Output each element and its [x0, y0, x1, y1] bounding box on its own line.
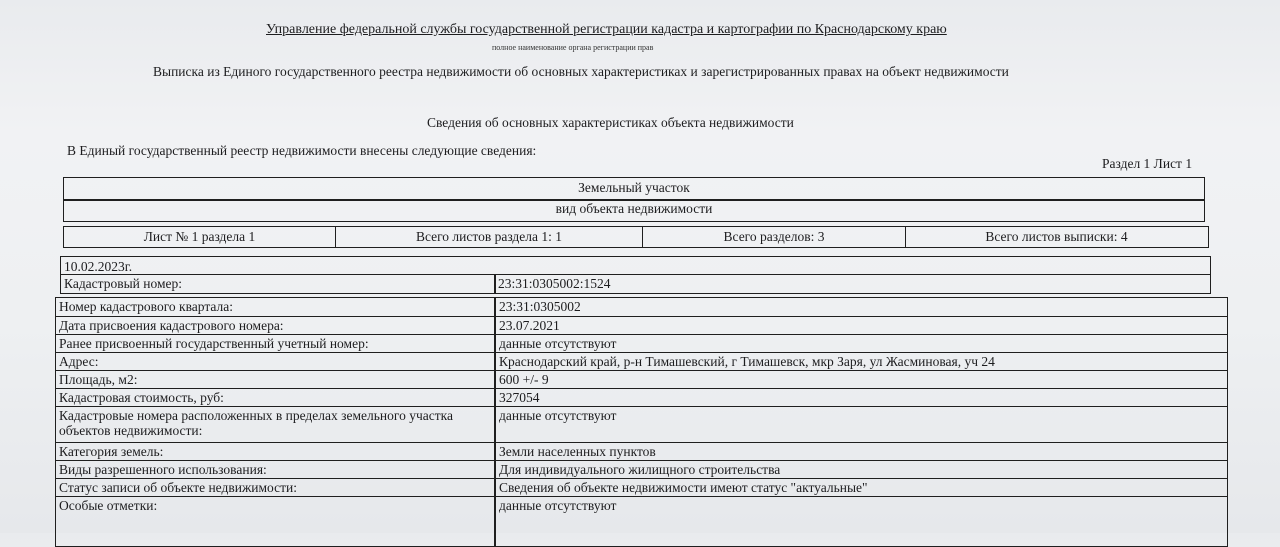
cadastral-number-value: 23:31:0305002:1524 — [498, 276, 611, 291]
table-row — [56, 460, 1227, 478]
row-value: 600 +/- 9 — [499, 372, 549, 387]
table-row — [56, 388, 1227, 406]
table-row — [56, 406, 1227, 442]
total-sheets-section: Всего листов раздела 1: 1 — [336, 227, 643, 247]
extract-date: 10.02.2023г. — [64, 259, 133, 274]
row-value: Земли населенных пунктов — [499, 444, 656, 459]
row-label: Ранее присвоенный государственный учетный номер: — [59, 336, 369, 351]
row-value: Для индивидуального жилищного строительства — [499, 462, 781, 477]
date-cadastral-block — [60, 256, 1211, 294]
table-row — [56, 298, 1227, 316]
row-value: Краснодарский край, р-н Тимашевский, г Тимашевск, мкр Заря, ул Жасминовая, уч 24 — [499, 354, 995, 369]
total-sheets-extract: Всего листов выписки: 4 — [985, 229, 1128, 244]
object-type: Земельный участок — [578, 180, 690, 195]
row-label: Кадастровые номера расположенных в пределах земельного участка объектов недвижимости: — [59, 408, 453, 438]
organization-name: Управление федеральной службы государственной регистрации кадастра и картографии по Краснодарскому краю — [266, 22, 947, 37]
characteristics-table — [55, 297, 1228, 547]
row-value: 23:31:0305002 — [499, 299, 581, 314]
row-value: данные отсутствуют — [499, 498, 617, 513]
row-value: данные отсутствуют — [499, 336, 617, 351]
table-row — [56, 370, 1227, 388]
row-label: Дата присвоения кадастрового номера: — [59, 318, 284, 333]
table-row — [56, 442, 1227, 460]
object-type-box — [63, 177, 1205, 222]
row-value: данные отсутствуют — [499, 408, 617, 423]
row-label: Адрес: — [59, 354, 99, 369]
table-row — [56, 478, 1227, 496]
section-sheet-reference: Раздел 1 Лист 1 — [1102, 156, 1193, 171]
row-label: Площадь, м2: — [59, 372, 138, 387]
object-type-caption: вид объекта недвижимости — [555, 201, 713, 216]
column-divider — [494, 275, 496, 294]
row-value: 23.07.2021 — [499, 318, 560, 333]
row-label: Особые отметки: — [59, 498, 158, 513]
cadastral-number-row — [61, 274, 1210, 294]
sheet-info-row — [63, 226, 1209, 248]
row-value: Сведения об объекте недвижимости имеют статус "актуальные" — [499, 480, 868, 495]
row-value: 327054 — [499, 390, 540, 405]
organization-caption: полное наименование органа регистрации прав — [492, 43, 654, 52]
extract-title: Выписка из Единого государственного реестра недвижимости об основных характеристиках и зарегистрированных правах на объект недвижимости — [153, 64, 1009, 79]
intro-text: В Единый государственный реестр недвижимости внесены следующие сведения: — [67, 143, 537, 158]
table-row — [56, 316, 1227, 334]
row-label: Кадастровая стоимость, руб: — [59, 390, 224, 405]
row-label: Виды разрешенного использования: — [59, 462, 267, 477]
row-label: Категория земель: — [59, 444, 164, 459]
table-row — [56, 334, 1227, 352]
row-label: Номер кадастрового квартала: — [59, 299, 233, 314]
sheet-number: Лист № 1 раздела 1 — [64, 227, 336, 247]
section-title: Сведения об основных характеристиках объекта недвижимости — [427, 115, 794, 130]
table-row — [56, 496, 1227, 514]
row-label: Статус записи об объекте недвижимости: — [59, 480, 298, 495]
total-sections: Всего разделов: 3 — [643, 227, 906, 247]
cadastral-number-label: Кадастровый номер: — [64, 276, 183, 291]
table-row — [56, 352, 1227, 370]
